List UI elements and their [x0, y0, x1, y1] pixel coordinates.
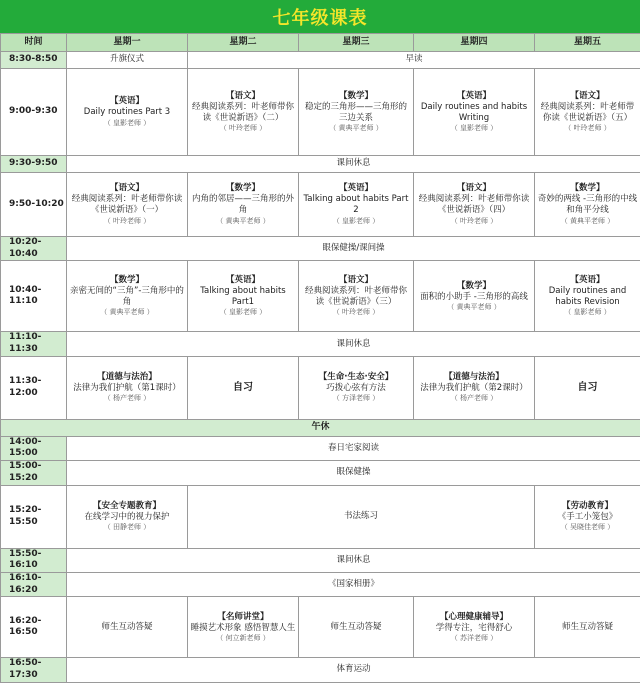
- subject-label: 【英语】: [301, 183, 411, 194]
- sports-cell: 体育运动: [67, 658, 640, 682]
- table-row: [1, 261, 640, 332]
- class-cell: [188, 69, 299, 156]
- class-cell: [414, 356, 535, 419]
- subject-label: 【数学】: [69, 275, 185, 286]
- lesson-title: 经典阅读系列：叶老师带你读《世说新语》（五）: [537, 102, 638, 124]
- lesson-title: 巧拨心弦有方法: [301, 383, 411, 394]
- class-cell: [188, 261, 299, 332]
- class-cell: [535, 261, 640, 332]
- self-study-cell: 自习: [188, 356, 299, 419]
- table-row: [1, 356, 640, 419]
- teacher-name: （ 黄典平老师 ）: [190, 217, 296, 226]
- subject-label: 【数学】: [301, 91, 411, 102]
- page-title: 七年级课表: [273, 4, 368, 30]
- header-mon: 星期一: [67, 34, 188, 52]
- subject-label: 【数学】: [416, 281, 532, 292]
- teacher-name: （ 田静老师 ）: [69, 523, 185, 532]
- lesson-title: 经典阅读系列：叶老师带你读《世说新语》（二）: [190, 102, 296, 124]
- header-wed: 星期三: [299, 34, 414, 52]
- subject-label: 【语文】: [416, 183, 532, 194]
- subject-label: 【数学】: [190, 183, 296, 194]
- time-cell: 9:50-10:20: [1, 173, 67, 237]
- subject-label: 【安全专题教育】: [69, 501, 185, 512]
- class-cell: [535, 69, 640, 156]
- lesson-title: 稳定的三角形——三角形的三边关系: [301, 102, 411, 124]
- lesson-title: 内角的邻居——三角形的外角: [190, 194, 296, 216]
- table-row: [1, 597, 640, 658]
- title-bar: [0, 0, 640, 33]
- teacher-name: （ 苏洋老师 ）: [416, 634, 532, 643]
- teacher-name: （ 皇影老师 ）: [190, 308, 296, 317]
- time-cell: 15:00-15:20: [1, 461, 67, 485]
- teacher-name: （ 黄典平老师 ）: [301, 124, 411, 133]
- class-cell: [299, 356, 414, 419]
- lesson-title: 经典阅读系列：叶老师带你读《世说新语》（四）: [416, 194, 532, 216]
- time-cell: 16:20-16:50: [1, 597, 67, 658]
- qa-cell: 师生互动答疑: [535, 597, 640, 658]
- teacher-name: （ 皇影老师 ）: [69, 119, 185, 128]
- teacher-name: （ 皇影老师 ）: [416, 124, 532, 133]
- teacher-name: （ 叶玲老师 ）: [416, 217, 532, 226]
- table-row: [1, 237, 640, 261]
- lesson-title: 亲密无间的“三角”-三角形中的角: [69, 286, 185, 308]
- subject-label: 【语文】: [69, 183, 185, 194]
- teacher-name: （ 叶玲老师 ）: [537, 124, 638, 133]
- subject-label: 【名师讲堂】: [190, 612, 296, 623]
- teacher-name: （ 吴晓佳老师 ）: [537, 523, 638, 532]
- break-cell: 课间休息: [67, 332, 640, 356]
- table-row: [1, 156, 640, 173]
- table-row: [1, 461, 640, 485]
- time-cell: 10:40-11:10: [1, 261, 67, 332]
- table-row: [1, 436, 640, 460]
- class-cell: [67, 69, 188, 156]
- time-cell: 14:00-15:00: [1, 436, 67, 460]
- header-time: 时间: [1, 34, 67, 52]
- national-album-cell: 《国家相册》: [67, 572, 640, 596]
- lesson-title: 法律为我们护航（第2课时）: [416, 383, 532, 394]
- class-cell: [188, 173, 299, 237]
- class-cell: [299, 261, 414, 332]
- class-cell: [414, 261, 535, 332]
- lesson-title: 面积的小助手 -三角形的高线: [416, 292, 532, 303]
- table-row: [1, 52, 640, 69]
- teacher-name: （ 皇影老师 ）: [301, 217, 411, 226]
- time-cell: 8:30-8:50: [1, 52, 67, 69]
- lesson-title: 经典阅读系列：叶老师带你读《世说新语》（一）: [69, 194, 185, 216]
- time-cell: 11:30-12:00: [1, 356, 67, 419]
- teacher-name: （ 叶玲老师 ）: [69, 217, 185, 226]
- class-cell: [299, 173, 414, 237]
- lesson-title: Daily routines and habits Writing: [416, 102, 532, 124]
- table-row: [1, 485, 640, 548]
- time-cell: 15:50-16:10: [1, 548, 67, 572]
- break-cell: 眼保健操/课间操: [67, 237, 640, 261]
- time-cell: 11:10-11:30: [1, 332, 67, 356]
- teacher-name: （ 叶玲老师 ）: [190, 124, 296, 133]
- teacher-name: （ 叶玲老师 ）: [301, 308, 411, 317]
- lesson-title: 经典阅读系列：叶老师带你读《世说新语》（三）: [301, 286, 411, 308]
- table-row: [1, 69, 640, 156]
- lesson-title: 在线学习中的视力保护: [69, 512, 185, 523]
- subject-label: 【英语】: [69, 96, 185, 107]
- teacher-name: （ 黄典平老师 ）: [416, 303, 532, 312]
- class-cell: [67, 261, 188, 332]
- header-tue: 星期二: [188, 34, 299, 52]
- teacher-name: （ 杨产老师 ）: [69, 394, 185, 403]
- class-cell: [535, 173, 640, 237]
- subject-label: 【心理健康辅导】: [416, 612, 532, 623]
- teacher-name: （ 皇影老师 ）: [537, 308, 638, 317]
- time-cell: 9:00-9:30: [1, 69, 67, 156]
- subject-label: 【道德与法治】: [69, 372, 185, 383]
- time-cell: 10:20-10:40: [1, 237, 67, 261]
- time-cell: 15:20-15:50: [1, 485, 67, 548]
- lunch-cell: 午休: [1, 419, 640, 436]
- subject-label: 【语文】: [301, 275, 411, 286]
- timetable: [0, 33, 640, 683]
- header-thu: 星期四: [414, 34, 535, 52]
- table-row: [1, 572, 640, 596]
- time-cell: 16:10-16:20: [1, 572, 67, 596]
- qa-cell: 师生互动答疑: [67, 597, 188, 658]
- qa-cell: 师生互动答疑: [299, 597, 414, 658]
- header-fri: 星期五: [535, 34, 640, 52]
- class-cell: [188, 597, 299, 658]
- subject-label: 【英语】: [416, 91, 532, 102]
- lesson-title: 奇妙的两线 -三角形的中线和角平分线: [537, 194, 638, 216]
- table-row: [1, 332, 640, 356]
- calligraphy-cell: 书法练习: [188, 485, 535, 548]
- lesson-title: Talking about habits Part 2: [301, 194, 411, 216]
- class-cell: [414, 69, 535, 156]
- subject-label: 【道德与法治】: [416, 372, 532, 383]
- subject-label: 【劳动教育】: [537, 501, 638, 512]
- time-cell: 16:50-17:30: [1, 658, 67, 682]
- teacher-name: （ 何立新老师 ）: [190, 634, 296, 643]
- flag-ceremony-cell: 升旗仪式: [67, 52, 188, 69]
- teacher-name: （ 方泽老师 ）: [301, 394, 411, 403]
- reading-cell: 春日宅家阅读: [67, 436, 640, 460]
- class-cell: [299, 69, 414, 156]
- subject-label: 【英语】: [537, 275, 638, 286]
- class-cell: [414, 597, 535, 658]
- class-cell: [414, 173, 535, 237]
- class-cell: [67, 356, 188, 419]
- eye-exercise-cell: 眼保健操: [67, 461, 640, 485]
- subject-label: 【数学】: [537, 183, 638, 194]
- subject-label: 【语文】: [537, 91, 638, 102]
- subject-label: 【语文】: [190, 91, 296, 102]
- class-cell: [535, 485, 640, 548]
- self-study-cell: 自习: [535, 356, 640, 419]
- lesson-title: Daily routines and habits Revision: [537, 286, 638, 308]
- lesson-title: 睡摸艺术形象 感悟智慧人生: [190, 623, 296, 634]
- lesson-title: 法律为我们护航（第1课时）: [69, 383, 185, 394]
- class-cell: [67, 173, 188, 237]
- teacher-name: （ 黄典平老师 ）: [537, 217, 638, 226]
- lesson-title: Talking about habits Part1: [190, 286, 296, 308]
- morning-reading-cell: 早读: [188, 52, 640, 69]
- subject-label: 【生命·生态·安全】: [301, 372, 411, 383]
- table-row: [1, 658, 640, 682]
- class-cell: [67, 485, 188, 548]
- teacher-name: （ 杨产老师 ）: [416, 394, 532, 403]
- lesson-title: 《手工小笼包》: [537, 512, 638, 523]
- header-row: [1, 34, 640, 52]
- table-row: [1, 173, 640, 237]
- lunch-row: [1, 419, 640, 436]
- lesson-title: 学得专注，宅得舒心: [416, 623, 532, 634]
- subject-label: 【英语】: [190, 275, 296, 286]
- table-row: [1, 548, 640, 572]
- lesson-title: Daily routines Part 3: [69, 107, 185, 118]
- time-cell: 9:30-9:50: [1, 156, 67, 173]
- teacher-name: （ 黄典平老师 ）: [69, 308, 185, 317]
- break-cell: 课间休息: [67, 156, 640, 173]
- break-cell: 课间休息: [67, 548, 640, 572]
